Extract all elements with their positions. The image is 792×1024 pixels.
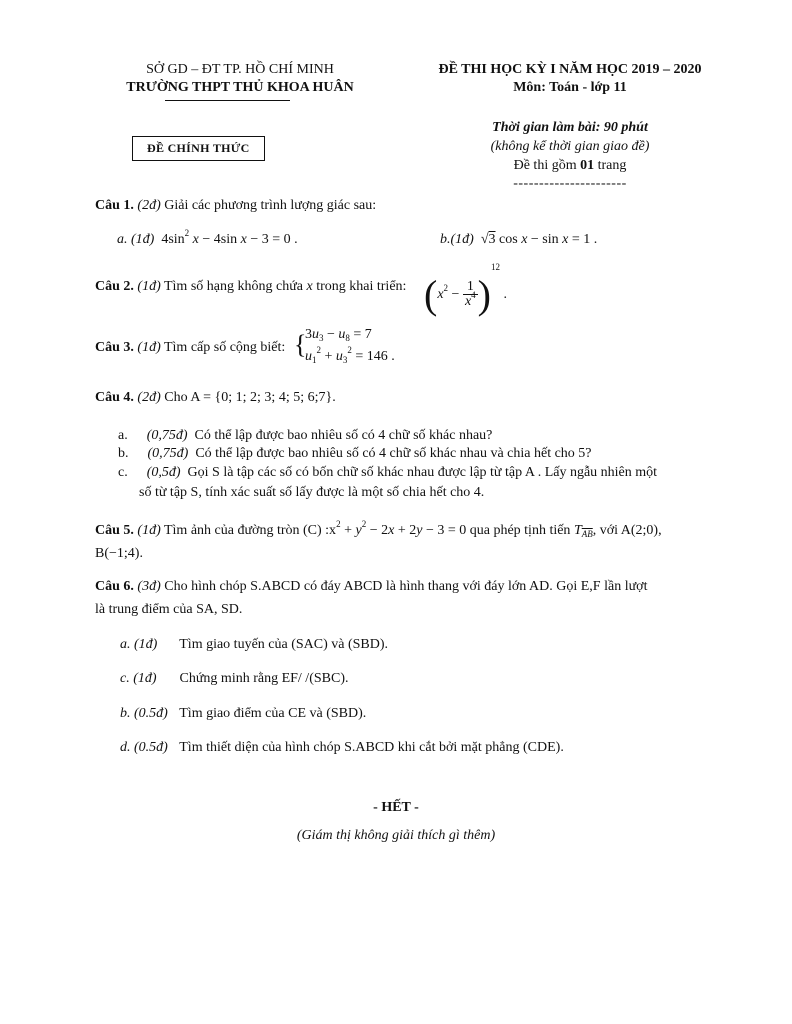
q2-text-pre: Tìm số hạng không chứa — [163, 279, 303, 294]
q4a-mark: a. — [118, 428, 128, 443]
official-box: ĐỀ CHÍNH THỨC — [132, 136, 265, 161]
q4c-points: (0,5đ) — [146, 465, 181, 480]
q3-eq2: $u_1^2 + u_3^2 = 146$ . — [305, 345, 395, 365]
q5-label: Câu 5. — [95, 523, 134, 538]
q3-text: Tìm cấp số cộng biết: — [163, 340, 286, 355]
q5-text-pre: Tìm ảnh của đường tròn — [163, 523, 300, 538]
q6-item-a — [120, 637, 388, 653]
q4b-text: Có thể lập được bao nhiêu số có 4 chữ số khác nhau và chia hết cho 5? — [195, 446, 592, 461]
q1a — [117, 228, 298, 248]
q4c-mark: c. — [118, 465, 128, 480]
end-marker: - HẾT - — [373, 800, 419, 815]
question-1 — [95, 198, 376, 214]
q4c-text: Gọi S là tập các số có bốn chữ số khác nhau được lập từ tập A . Lấy ngẫu nhiên một — [187, 465, 658, 480]
q6a-mark: a. (1đ) — [120, 637, 158, 652]
q4a-points: (0,75đ) — [146, 428, 188, 443]
q6-text-line1: Cho hình chóp S.ABCD có đáy ABCD là hình thang với đáy lớn AD. Gọi E,F lần lượt — [164, 579, 648, 594]
q1b-label: b.(1đ) — [440, 232, 474, 247]
q2-expansion: ($x^2$ − $\frac{1}{x^4}$ )$^{12}$ . — [424, 262, 507, 317]
q4-text: Cho — [164, 390, 188, 405]
q4b-points: (0,75đ) — [147, 446, 189, 461]
q6d-text: Tìm thiết diện của hình chóp S.ABCD khi cắt bởi mặt phẳng (CDE). — [179, 740, 564, 755]
q4b-mark: b. — [118, 446, 129, 461]
q5-text-post: , với — [592, 523, 619, 538]
q1a-equation: $4\sin^2$ x − 4sin x − 3 = 0 . — [161, 228, 298, 247]
q5-points: (1đ) — [137, 523, 161, 538]
pages-pre: Đề thi gồm — [513, 158, 581, 173]
pages-num: 01 — [580, 158, 595, 173]
q1-label: Câu 1. — [95, 198, 134, 213]
q4-item-c-cont: số từ tập S, tính xác suất số lấy được là một số chia hết cho 4. — [139, 485, 485, 500]
q2-label: Câu 2. — [95, 279, 134, 294]
pages-post: trang — [594, 158, 627, 173]
q1b-equation: √3 cos x − sin x = 1 . — [480, 232, 598, 247]
q6b-mark: b. (0.5đ) — [120, 706, 168, 721]
department-name: SỞ GD – ĐT TP. HỒ CHÍ MINH — [146, 62, 334, 77]
subject-line: Môn: Toán - lớp 11 — [513, 80, 627, 95]
proctor-note: (Giám thị không giải thích gì thêm) — [296, 828, 496, 843]
q2-text-post: trong khai triển: — [316, 279, 407, 294]
q6-item-d — [120, 740, 564, 756]
q1b — [440, 232, 597, 248]
school-name: TRƯỜNG THPT THỦ KHOA HUÂN — [126, 80, 354, 95]
q6-text-line2: là trung điểm của SA, SD. — [95, 602, 243, 617]
q6-item-b — [120, 706, 366, 722]
question-6 — [95, 579, 647, 595]
q6c-text: Chứng minh rằng EF/ /(SBC). — [179, 671, 349, 686]
q1a-label: a. (1đ) — [117, 232, 155, 247]
q6c-mark: c. (1đ) — [120, 671, 157, 686]
q4-item-b — [118, 446, 592, 462]
q2-points: (1đ) — [137, 279, 161, 294]
q6-points: (3đ) — [137, 579, 161, 594]
q3-label: Câu 3. — [95, 340, 134, 355]
q5-text-mid: qua phép tịnh tiến — [469, 523, 571, 538]
q6a-text: Tìm giao tuyến của (SAC) và (SBD). — [179, 637, 389, 652]
q6-item-c — [120, 671, 348, 687]
q3-points: (1đ) — [137, 340, 161, 355]
q4-item-a — [118, 428, 492, 444]
q3-brace: { — [294, 330, 307, 359]
question-3 — [95, 340, 285, 356]
time-label: Thời gian làm bài: 90 phút — [492, 120, 648, 135]
q4-points: (2đ) — [137, 390, 161, 405]
question-4 — [95, 390, 336, 406]
q4-label: Câu 4. — [95, 390, 134, 405]
q4a-text: Có thể lập được bao nhiêu số có 4 chữ số khác nhau? — [194, 428, 493, 443]
exam-title: ĐỀ THI HỌC KỲ I NĂM HỌC 2019 – 2020 — [438, 62, 702, 77]
q4-set: A = {0; 1; 2; 3; 4; 5; 6;7}. — [190, 390, 336, 405]
q6d-mark: d. (0.5đ) — [120, 740, 168, 755]
q4-item-c — [118, 465, 657, 481]
header-dashes: ---------------------- — [513, 176, 627, 191]
question-5 — [95, 519, 662, 539]
q6b-text: Tìm giao điểm của CE và (SBD). — [179, 706, 367, 721]
time-note: (không kể thời gian giao đề) — [490, 139, 650, 154]
q2-var: x — [306, 279, 313, 294]
q3-eq1: $3u_3 - u_8 = 7$ — [305, 327, 372, 343]
q5-translation: $T_{\overline{AB}}$ — [573, 523, 593, 539]
school-underline — [165, 100, 290, 101]
q6-label: Câu 6. — [95, 579, 134, 594]
q5-circle: (C) $:x^2 + y^2 - 2x + 2y - 3 = 0$ — [303, 519, 467, 538]
pages-info — [420, 158, 720, 174]
q1-points: (2đ) — [137, 198, 161, 213]
question-2 — [95, 279, 406, 295]
q5-point-b: B(−1;4). — [95, 546, 143, 561]
q1-text: Giải các phương trình lượng giác sau: — [164, 198, 377, 213]
q5-point-a: A(2;0), — [620, 523, 662, 538]
